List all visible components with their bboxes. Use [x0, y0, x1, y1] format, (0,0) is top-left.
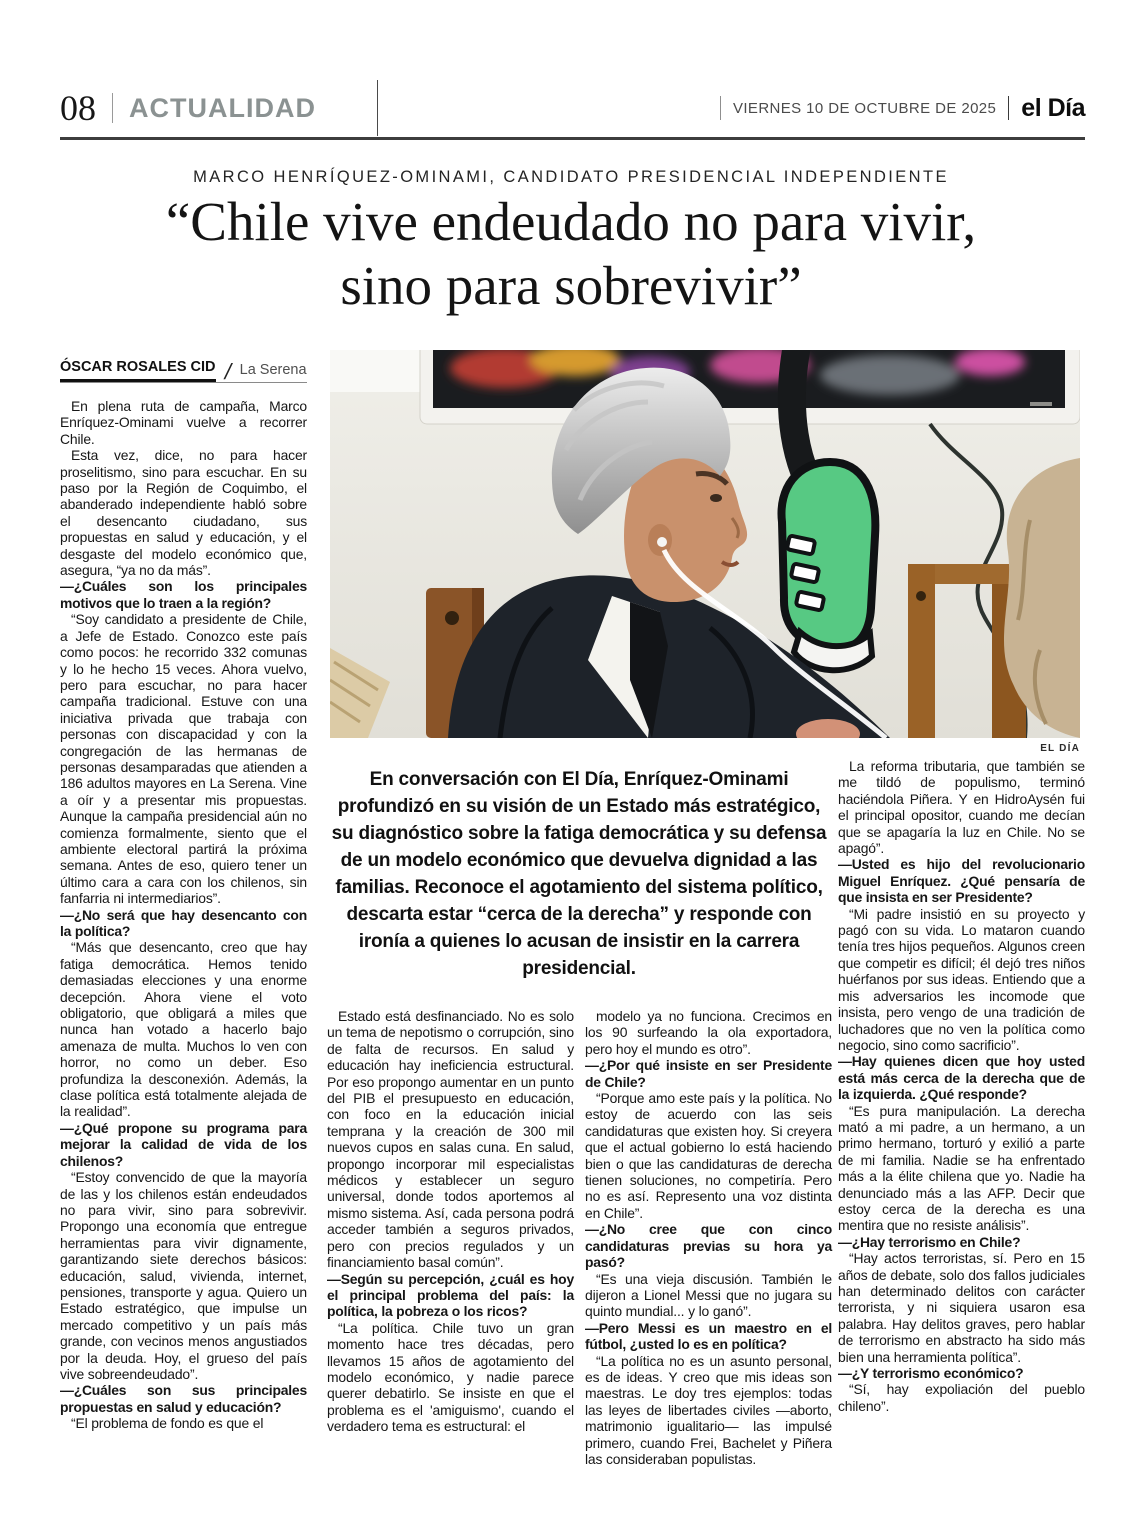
- interview-question: —¿No cree que con cinco candidaturas previas su hora ya pasó?: [585, 1221, 832, 1271]
- interview-question: —¿No será que hay desencanto con la política?: [60, 906, 307, 939]
- interview-question: —¿Por qué insiste en ser Presidente de Chile?: [585, 1057, 832, 1090]
- byline-author: ÓSCAR ROSALES CID: [60, 359, 216, 382]
- article-paragraph: En plena ruta de campaña, Marco Enríquez-Ominami vuelve a recorrer Chile.: [60, 398, 307, 447]
- newspaper-logo: el Día: [1021, 93, 1085, 122]
- byline-location: La Serena: [239, 362, 307, 378]
- page-number: 08: [60, 88, 96, 128]
- article-paragraph: “Porque amo este país y la política. No estoy de acuerdo con las seis candidaturas que existen hoy. Si creyera que el actual gobierno lo está haciendo bien o que las candidaturas de derecha tienen soluciones, no competiría. Pero no es así. Represento una voz distinta en Chile”.: [585, 1090, 832, 1221]
- photo-credit: EL DÍA: [1040, 743, 1080, 754]
- interview-question: —Hay quienes dicen que hoy usted está más cerca de la derecha que de la izquierda. ¿Qué responde?: [838, 1053, 1085, 1103]
- interview-question: —Según su percepción, ¿cuál es hoy el principal problema del país: la política, la pobreza o los ricos?: [327, 1270, 574, 1320]
- article-paragraph: “Es pura manipulación. La derecha mató a mi padre, a un hermano, a un primo hermano, torturó y exilió a parte de mi familia. Nadie se ha enfrentado más a la élite chilena que yo. Nadie ha denunciado más a las AFP. Decir que estoy cerca de la derecha es una mentira que no resiste análisis”.: [838, 1102, 1085, 1234]
- article-paragraph: “Hay actos terroristas, sí. Pero en 15 años de debate, solo dos fallos judiciales han determinado delitos con carácter terrorista, y ni siquiera usaron esa palabra. Hay delitos graves, pero hablar de terrorismo en abstracto ha sido más bien una herramienta política”.: [838, 1250, 1085, 1365]
- article-paragraph: “Más que desencanto, creo que hay fatiga democrática. Hemos tenido demasiadas elecciones y una enorme decepción. Ahora viene el voto obligatorio, que obligará a miles que nunca han votado a hacerlo bajo amenaza de multa. Muchos lo ven con horror, no como un deber. Eso profundiza la desconexión. Además, la clase política está totalmente alejada de la realidad”.: [60, 939, 307, 1120]
- article-column-1: [60, 398, 307, 1488]
- interview-question: —¿Qué propone su programa para mejorar la calidad de vida de los chilenos?: [60, 1119, 307, 1169]
- interview-question: —¿Cuáles son sus principales propuestas en salud y educación?: [60, 1382, 307, 1415]
- interview-question: —¿Y terrorismo económico?: [838, 1365, 1024, 1382]
- byline: [60, 356, 307, 383]
- photo-tv: [420, 350, 1080, 424]
- article-paragraph: “Estoy convencido de que la mayoría de las y los chilenos están endeudados no para vivir, sino para sobrevivir. Propongo una economía que entregue herramientas para vivir dignamente, garantizando siete derechos básicos: educación, salud, vivienda, internet, pensiones, transporte y agua. Quiero un Estado estratégico, que impulse un mercado competitivo y un país más grande, con vecinos menos angustiados por la deuda. Hoy, el grueso del país vive sobreendeudado”.: [60, 1169, 307, 1382]
- header-divider-small: [112, 93, 113, 123]
- headline-line-2: sino para sobrevivir”: [340, 255, 802, 316]
- photo-whiteboard-edge: [330, 350, 425, 392]
- article-paragraph: “Soy candidato a presidente de Chile, a Jefe de Estado. Conozco este país como pocos: he recorrido 332 comunas y lo he hecho 15 veces. Ahora vuelvo, pero para escuchar, no para hacer campaña tradicional. Estuve con una iniciativa privada que trabaja con personas con discapacidad y con la congregación de las hermanas de personas desamparadas que atienden a 186 adultos mayores en La Serena. Vine a oír y a presentar mis propuestas. Aunque la campaña presidencial aún no comienza formalmente, siento que el ambiente electoral partirá la próxima semana. Antes de eso, quiero tener un último cara a cara con los chilenos, sin fanfarria ni intermediarios”.: [60, 611, 307, 907]
- article-paragraph: “La política no es un asunto personal, es de ideas. Y creo que mis ideas son maestras. Le doy tres ejemplos: todas las leyes de libertades civiles —aborto, matrimonio igualitario— las impulsé primero, cuando Frei, Bachelet y Piñera las consideraban populistas.: [585, 1352, 832, 1467]
- interview-question: —¿Hay terrorismo en Chile?: [838, 1233, 1021, 1250]
- article-paragraph: “Mi padre insistió en su proyecto y pagó con su vida. Lo mataron cuando tenía tres hijos pequeños. Algunos creen que competir es difícil; él dejó tres niños huérfanos por sus ideas. Entiendo que a mis adversarios les incomode que insista, pero vengo de una tradición de luchadores que no ven la política como negocio, sino como sacrificio”.: [838, 905, 1085, 1053]
- article-paragraph: Estado está desfinanciado. No es solo un tema de nepotismo o corrupción, sino de falta de recursos. En salud y educación hay ineficiencia estructural. Por eso propongo aumentar en un punto del PIB el presupuesto en educación, con foco en la educación inicial temprana y la creación de 300 mil nuevos cupos en salas cuna. En salud, propongo incorporar mil especialistas médicos y establecer un seguro universal, donde todos aportemos al mismo sistema. Así, cada persona podrá acceder también a seguros privados, pero con precios regulados y un financiamiento basal común”.: [327, 1008, 574, 1271]
- header-rule: [60, 137, 1085, 140]
- article-column-3: [585, 1008, 832, 1488]
- interview-question: —Pero Messi es un maestro en el fútbol, ¿usted lo es en política?: [585, 1319, 832, 1353]
- article-paragraph: “La política. Chile tuvo un gran momento hace tres décadas, pero llevamos 15 años de agotamiento del modelo económico, y nadie parece querer debatirlo. Se insiste en que el problema es el 'amiguismo', cuando el verdadero tema es estructural: el: [327, 1319, 574, 1435]
- article-kicker: MARCO HENRÍQUEZ-OMINAMI, CANDIDATO PRESIDENCIAL INDEPENDIENTE: [193, 168, 949, 186]
- headline-line-1: “Chile vive endeudado no para vivir,: [165, 191, 977, 252]
- article-lead: En conversación con El Día, Enríquez-Ominami profundizó en su visión de un Estado más estratégico, su diagnóstico sobre la fatiga democrática y su defensa de un modelo económico que devuelva dignidad a las familias. Reconoce el agotamiento del sistema político, descarta estar “cerca de la derecha” y responde con ironía a quienes lo acusan de insistir en la carrera presidencial.: [331, 769, 827, 979]
- header-left: [60, 90, 316, 126]
- article-paragraph: modelo ya no funciona. Crecimos en los 90 surfeando la ola exportadora, pero hoy el mundo es otro”.: [585, 1008, 832, 1057]
- issue-date: VIERNES 10 DE OCTUBRE DE 2025: [732, 99, 997, 117]
- date-divider: [720, 96, 721, 120]
- header-right: [720, 94, 1085, 123]
- brand-divider: [1008, 96, 1009, 120]
- header-vertical-rule: [377, 80, 378, 136]
- photo-illustration: [330, 350, 1080, 738]
- section-title: ACTUALIDAD: [129, 92, 316, 123]
- article-column-2: [327, 1008, 574, 1488]
- article-paragraph: “Sí, hay expoliación del pueblo chileno”.: [838, 1381, 1085, 1414]
- article-paragraph: Esta vez, dice, no para hacer proselitismo, sino para escuchar. En su paso por la Región de Coquimbo, el abanderado independiente habló sobre el desencanto ciudadano, sus propuestas en salud y educación, y el desgaste del modelo económico que, asegura, “ya no da más”.: [60, 447, 307, 579]
- interview-question: —Usted es hijo del revolucionario Miguel Enríquez. ¿Qué pensaría de que insista en ser Presidente?: [838, 856, 1085, 906]
- article-paragraph: “Es una vieja discusión. También le dijeron a Lionel Messi que no jugara su quinto mundial... y lo ganó”.: [585, 1270, 832, 1320]
- article-headline: [0, 190, 1142, 318]
- article-paragraph: La reforma tributaria, que también se me tildó de populismo, terminó haciéndola Piñera. Y en HidroAysén fui el principal opositor, cuando me decían que se apagaría la luz en Chile. No se apagó”.: [838, 758, 1085, 857]
- interview-question: —¿Cuáles son los principales motivos que lo traen a la región?: [60, 578, 307, 611]
- page-header: [60, 82, 1085, 134]
- article-column-4: [838, 758, 1085, 1498]
- article-photo: [330, 350, 1080, 738]
- byline-slash: /: [221, 359, 234, 385]
- article-paragraph: “El problema de fondo es que el: [71, 1415, 264, 1432]
